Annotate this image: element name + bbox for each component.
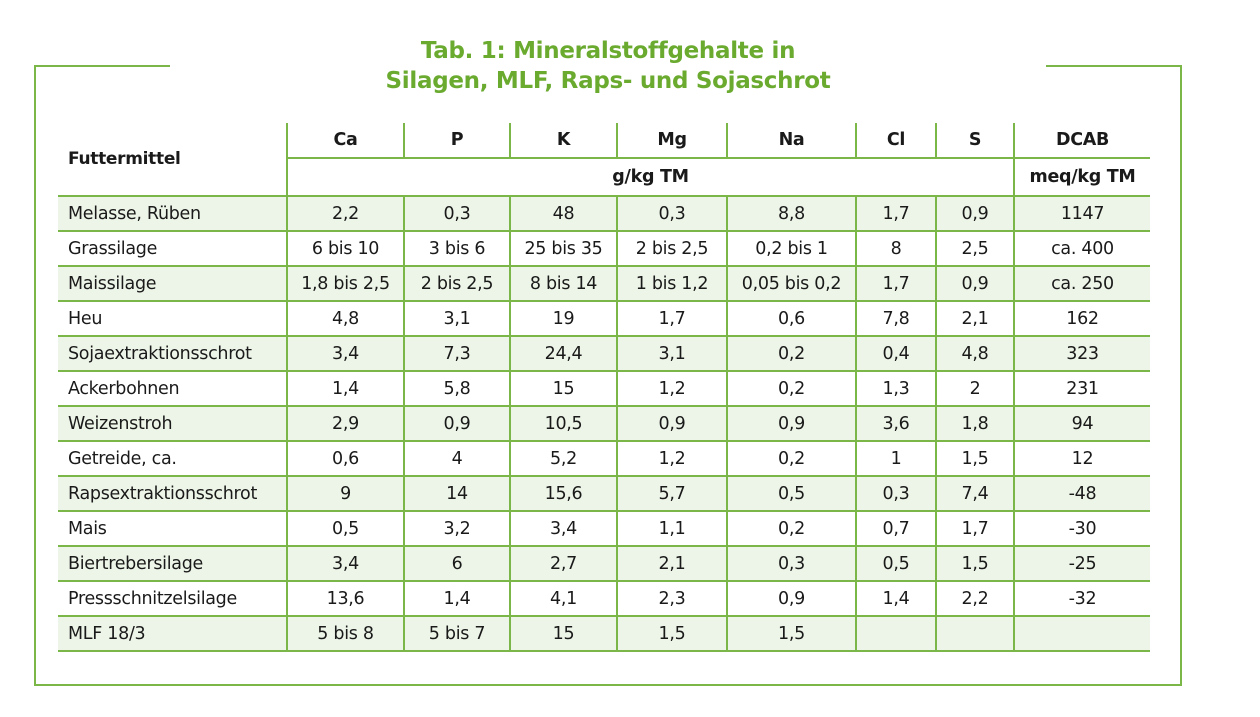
value-cell: 4,8	[287, 301, 404, 336]
value-cell: -32	[1014, 581, 1150, 616]
value-cell: 0,3	[727, 546, 856, 581]
unit-label-dcab: meq/kg TM	[1014, 158, 1150, 196]
value-cell: 1 bis 1,2	[617, 266, 727, 301]
value-cell: 1,8	[936, 406, 1014, 441]
value-cell: 4	[404, 441, 510, 476]
title-line-1: Tab. 1: Mineralstoffgehalte in	[420, 38, 796, 64]
value-cell: 25 bis 35	[510, 231, 617, 266]
value-cell: 15	[510, 616, 617, 651]
value-cell: 0,2	[727, 336, 856, 371]
feed-name-cell: Pressschnitzelsilage	[58, 581, 287, 616]
value-cell: 1,5	[936, 546, 1014, 581]
feed-name-cell: Sojaextraktionsschrot	[58, 336, 287, 371]
value-cell: 0,7	[856, 511, 936, 546]
feed-name-cell: Biertrebersilage	[58, 546, 287, 581]
value-cell: 15,6	[510, 476, 617, 511]
table-row	[58, 371, 1150, 406]
value-cell: ca. 400	[1014, 231, 1150, 266]
value-cell: 0,05 bis 0,2	[727, 266, 856, 301]
value-cell: 24,4	[510, 336, 617, 371]
table-row	[58, 546, 1150, 581]
value-cell: 2,7	[510, 546, 617, 581]
feed-name-cell: MLF 18/3	[58, 616, 287, 651]
value-cell: 4,8	[936, 336, 1014, 371]
value-cell: 7,3	[404, 336, 510, 371]
value-cell: 0,2 bis 1	[727, 231, 856, 266]
value-cell: 3,4	[287, 546, 404, 581]
value-cell: 13,6	[287, 581, 404, 616]
value-cell: 5 bis 7	[404, 616, 510, 651]
value-cell: ca. 250	[1014, 266, 1150, 301]
value-cell: 0,5	[856, 546, 936, 581]
column-header-k: K	[510, 123, 617, 158]
feed-name-cell: Heu	[58, 301, 287, 336]
table-row	[58, 336, 1150, 371]
value-cell: -48	[1014, 476, 1150, 511]
feed-name-cell: Rapsextraktionsschrot	[58, 476, 287, 511]
value-cell: 5 bis 8	[287, 616, 404, 651]
value-cell: 0,2	[727, 511, 856, 546]
value-cell: 2,1	[617, 546, 727, 581]
table-title	[170, 36, 1046, 96]
value-cell: 1,5	[727, 616, 856, 651]
value-cell: 3,4	[287, 336, 404, 371]
value-cell: -25	[1014, 546, 1150, 581]
value-cell: 2,2	[936, 581, 1014, 616]
value-cell: 2,2	[287, 196, 404, 231]
value-cell	[936, 616, 1014, 651]
value-cell	[856, 616, 936, 651]
table-row	[58, 616, 1150, 651]
column-header-dcab: DCAB	[1014, 123, 1150, 158]
value-cell: 0,9	[617, 406, 727, 441]
column-header-mg: Mg	[617, 123, 727, 158]
feed-name-cell: Mais	[58, 511, 287, 546]
value-cell: 2,9	[287, 406, 404, 441]
column-header-ca: Ca	[287, 123, 404, 158]
column-header-cl: Cl	[856, 123, 936, 158]
value-cell: 1,2	[617, 441, 727, 476]
value-cell: 0,3	[404, 196, 510, 231]
column-header-futtermittel: Futtermittel	[58, 123, 287, 196]
value-cell: 0,6	[727, 301, 856, 336]
value-cell: 1147	[1014, 196, 1150, 231]
value-cell: 48	[510, 196, 617, 231]
title-line-2: Silagen, MLF, Raps- und Sojaschrot	[385, 68, 831, 94]
value-cell: 2	[936, 371, 1014, 406]
value-cell: 1,4	[856, 581, 936, 616]
header-row	[58, 123, 1150, 158]
feed-name-cell: Grassilage	[58, 231, 287, 266]
value-cell: 15	[510, 371, 617, 406]
feed-name-cell: Melasse, Rüben	[58, 196, 287, 231]
feed-name-cell: Maissilage	[58, 266, 287, 301]
value-cell: 3,4	[510, 511, 617, 546]
value-cell: 1,8 bis 2,5	[287, 266, 404, 301]
value-cell: 1,7	[856, 196, 936, 231]
value-cell: 6 bis 10	[287, 231, 404, 266]
feed-name-cell: Weizenstroh	[58, 406, 287, 441]
value-cell: 0,9	[404, 406, 510, 441]
table-row	[58, 231, 1150, 266]
column-header-p: P	[404, 123, 510, 158]
value-cell: 7,4	[936, 476, 1014, 511]
value-cell: 1,4	[404, 581, 510, 616]
value-cell: 1,5	[617, 616, 727, 651]
value-cell: 2,1	[936, 301, 1014, 336]
value-cell: 0,3	[856, 476, 936, 511]
value-cell	[1014, 616, 1150, 651]
value-cell: 14	[404, 476, 510, 511]
table-row	[58, 581, 1150, 616]
value-cell: 231	[1014, 371, 1150, 406]
value-cell: 5,8	[404, 371, 510, 406]
value-cell: 4,1	[510, 581, 617, 616]
value-cell: 19	[510, 301, 617, 336]
value-cell: 0,2	[727, 371, 856, 406]
value-cell: 2,3	[617, 581, 727, 616]
value-cell: 0,9	[936, 266, 1014, 301]
value-cell: 1,7	[617, 301, 727, 336]
value-cell: 1,3	[856, 371, 936, 406]
value-cell: -30	[1014, 511, 1150, 546]
value-cell: 6	[404, 546, 510, 581]
value-cell: 0,9	[727, 581, 856, 616]
value-cell: 5,2	[510, 441, 617, 476]
value-cell: 10,5	[510, 406, 617, 441]
value-cell: 1,7	[936, 511, 1014, 546]
value-cell: 2,5	[936, 231, 1014, 266]
value-cell: 0,2	[727, 441, 856, 476]
table-body	[58, 196, 1150, 651]
value-cell: 2 bis 2,5	[617, 231, 727, 266]
value-cell: 162	[1014, 301, 1150, 336]
value-cell: 1,7	[856, 266, 936, 301]
column-header-na: Na	[727, 123, 856, 158]
value-cell: 7,8	[856, 301, 936, 336]
table-row	[58, 266, 1150, 301]
value-cell: 0,6	[287, 441, 404, 476]
value-cell: 1,2	[617, 371, 727, 406]
table-row	[58, 511, 1150, 546]
value-cell: 0,4	[856, 336, 936, 371]
value-cell: 3,6	[856, 406, 936, 441]
value-cell: 0,5	[287, 511, 404, 546]
value-cell: 323	[1014, 336, 1150, 371]
value-cell: 0,9	[727, 406, 856, 441]
table-row	[58, 406, 1150, 441]
column-header-s: S	[936, 123, 1014, 158]
value-cell: 3,1	[404, 301, 510, 336]
value-cell: 0,9	[936, 196, 1014, 231]
table-row	[58, 301, 1150, 336]
value-cell: 1	[856, 441, 936, 476]
value-cell: 8,8	[727, 196, 856, 231]
value-cell: 8	[856, 231, 936, 266]
value-cell: 94	[1014, 406, 1150, 441]
value-cell: 8 bis 14	[510, 266, 617, 301]
feed-name-cell: Ackerbohnen	[58, 371, 287, 406]
table-row	[58, 441, 1150, 476]
table-row	[58, 476, 1150, 511]
value-cell: 5,7	[617, 476, 727, 511]
value-cell: 3 bis 6	[404, 231, 510, 266]
value-cell: 3,2	[404, 511, 510, 546]
value-cell: 0,5	[727, 476, 856, 511]
mineral-table	[58, 123, 1150, 652]
value-cell: 9	[287, 476, 404, 511]
feed-name-cell: Getreide, ca.	[58, 441, 287, 476]
value-cell: 12	[1014, 441, 1150, 476]
value-cell: 3,1	[617, 336, 727, 371]
value-cell: 1,4	[287, 371, 404, 406]
value-cell: 0,3	[617, 196, 727, 231]
table-row	[58, 196, 1150, 231]
value-cell: 1,1	[617, 511, 727, 546]
value-cell: 1,5	[936, 441, 1014, 476]
value-cell: 2 bis 2,5	[404, 266, 510, 301]
unit-label-main: g/kg TM	[287, 158, 1014, 196]
